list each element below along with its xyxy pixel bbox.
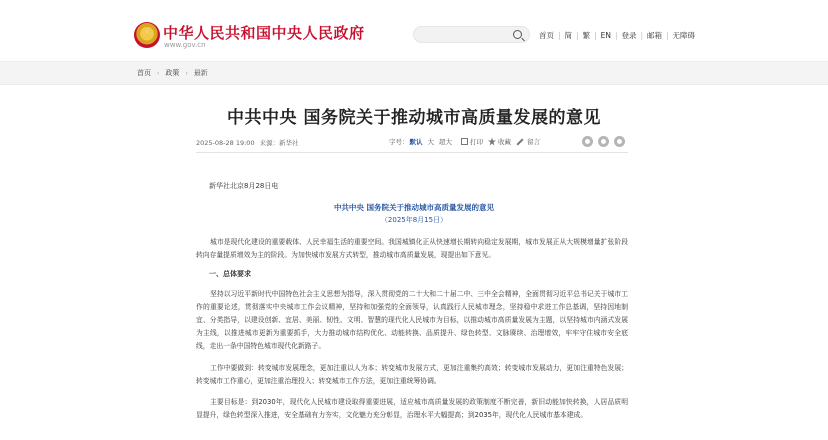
search-icon[interactable] bbox=[513, 30, 522, 39]
breadcrumb-home[interactable]: 首页 bbox=[137, 69, 151, 77]
print-icon[interactable] bbox=[461, 138, 468, 145]
nav-separator: | bbox=[558, 31, 561, 40]
breadcrumb-arrow-icon: › bbox=[157, 69, 160, 77]
source-label: 来源： bbox=[259, 139, 280, 147]
nav-separator: | bbox=[640, 31, 644, 40]
article-title: 中共中央 国务院关于推动城市高质量发展的意见 bbox=[227, 108, 601, 128]
print-button[interactable]: 打印 bbox=[470, 138, 483, 146]
paragraph-guiding-principle: 坚持以习近平新时代中国特色社会主义思想为指导，深入贯彻党的二十大和二十届二中、三中全会精神，全面贯彻习近平总书记关于城市工作的重要论述，贯彻落实中央城市工作会议精神，坚持和加强党的全面领导，认真践行人民城市理念，坚持稳中求进工作总基调，坚持因地制宜、分类指导，以建设创新、宜居、美丽、韧性、文明、智慧的现代化人民城市为目标，以推动城市高质量发展为主题，以坚持城市内涵式发展为主线，以推进城市更新为重要抓手，大力推动城市结构优化、动能转换、品质提升、绿色转型、文脉赓续、治理增效，牢牢守住城市安全底线，走出一条中国特色城市现代化新路子。 bbox=[196, 290, 628, 350]
dateline: 新华社北京8月28日电 bbox=[209, 182, 279, 190]
breadcrumb bbox=[137, 68, 208, 78]
share-buttons bbox=[582, 136, 630, 147]
article-meta bbox=[196, 138, 304, 147]
nav-separator: | bbox=[666, 31, 669, 40]
font-size-large[interactable]: 大 bbox=[427, 138, 434, 146]
nav-home[interactable]: 首页 bbox=[539, 31, 554, 40]
site-header bbox=[0, 0, 828, 60]
publish-date: 2025-08-28 19:00 bbox=[196, 139, 255, 147]
font-size-xlarge[interactable]: 超大 bbox=[439, 138, 452, 146]
breadcrumb-policy[interactable]: 政策 bbox=[165, 69, 180, 77]
font-size-default[interactable]: 默认 bbox=[409, 138, 423, 146]
font-size-label: 字号： bbox=[389, 138, 409, 146]
nav-english[interactable]: EN bbox=[600, 31, 611, 40]
site-url: www.gov.cn bbox=[164, 41, 206, 49]
comment-button[interactable]: 留言 bbox=[527, 138, 540, 146]
qzone-share-icon[interactable] bbox=[614, 136, 625, 147]
top-nav bbox=[538, 30, 696, 41]
search-input[interactable] bbox=[413, 26, 530, 43]
nav-simplified[interactable]: 简 bbox=[564, 31, 573, 40]
weibo-share-icon[interactable] bbox=[582, 136, 593, 147]
site-title[interactable]: 中华人民共和国中央人民政府 bbox=[163, 24, 365, 42]
nav-separator: | bbox=[576, 31, 579, 40]
collect-button[interactable]: 收藏 bbox=[498, 138, 511, 146]
paragraph-work-requirements: 工作中要做到：转变城市发展理念，更加注重以人为本；转变城市发展方式，更加注重集约高效；转变城市发展动力，更加注重特色发展；转变城市工作重心，更加注重治理投入；转变城市工作方法，更加注重统筹协调。 bbox=[196, 364, 628, 385]
nav-traditional[interactable]: 繁 bbox=[582, 31, 591, 40]
pen-icon[interactable] bbox=[516, 138, 523, 145]
nav-login[interactable]: 登录 bbox=[621, 31, 637, 40]
wechat-share-icon[interactable] bbox=[598, 136, 609, 147]
source-value: 新华社 bbox=[279, 139, 299, 147]
breadcrumb-arrow-icon: › bbox=[185, 69, 188, 77]
header-divider bbox=[196, 152, 628, 153]
article-tools bbox=[389, 137, 545, 146]
paragraph-main-goals: 主要目标是：到2030年，现代化人民城市建设取得重要进展，适应城市高质量发展的政策制度不断完善，新旧动能加快转换，人居品质明显提升，绿色转型深入推进，安全基础有力夯实，文化魅力充分彰显，治理水平大幅提高；到2035年，现代化人民城市基本建成。 bbox=[196, 398, 628, 419]
section-heading: 一、总体要求 bbox=[209, 270, 251, 278]
nav-mailbox[interactable]: 邮箱 bbox=[647, 31, 663, 40]
national-emblem-icon[interactable] bbox=[134, 22, 160, 48]
nav-accessibility[interactable]: 无障碍 bbox=[672, 31, 696, 40]
breadcrumb-latest[interactable]: 最新 bbox=[193, 69, 208, 77]
star-icon[interactable] bbox=[488, 138, 496, 146]
nav-separator: | bbox=[594, 31, 597, 40]
document-title: 中共中央 国务院关于推动城市高质量发展的意见 bbox=[333, 203, 495, 212]
nav-separator: | bbox=[614, 31, 618, 40]
breadcrumb-bar bbox=[0, 61, 828, 85]
paragraph-intro: 城市是现代化建设的重要载体、人民幸福生活的重要空间。我国城镇化正从快速增长期转向稳定发展期，城市发展正从大规模增量扩张阶段转向存量提质增效为主的阶段。为加快城市发展方式转型，推动城市高质量发展，现提出如下意见。 bbox=[196, 238, 628, 259]
document-date: （2025年8月15日） bbox=[380, 216, 448, 224]
